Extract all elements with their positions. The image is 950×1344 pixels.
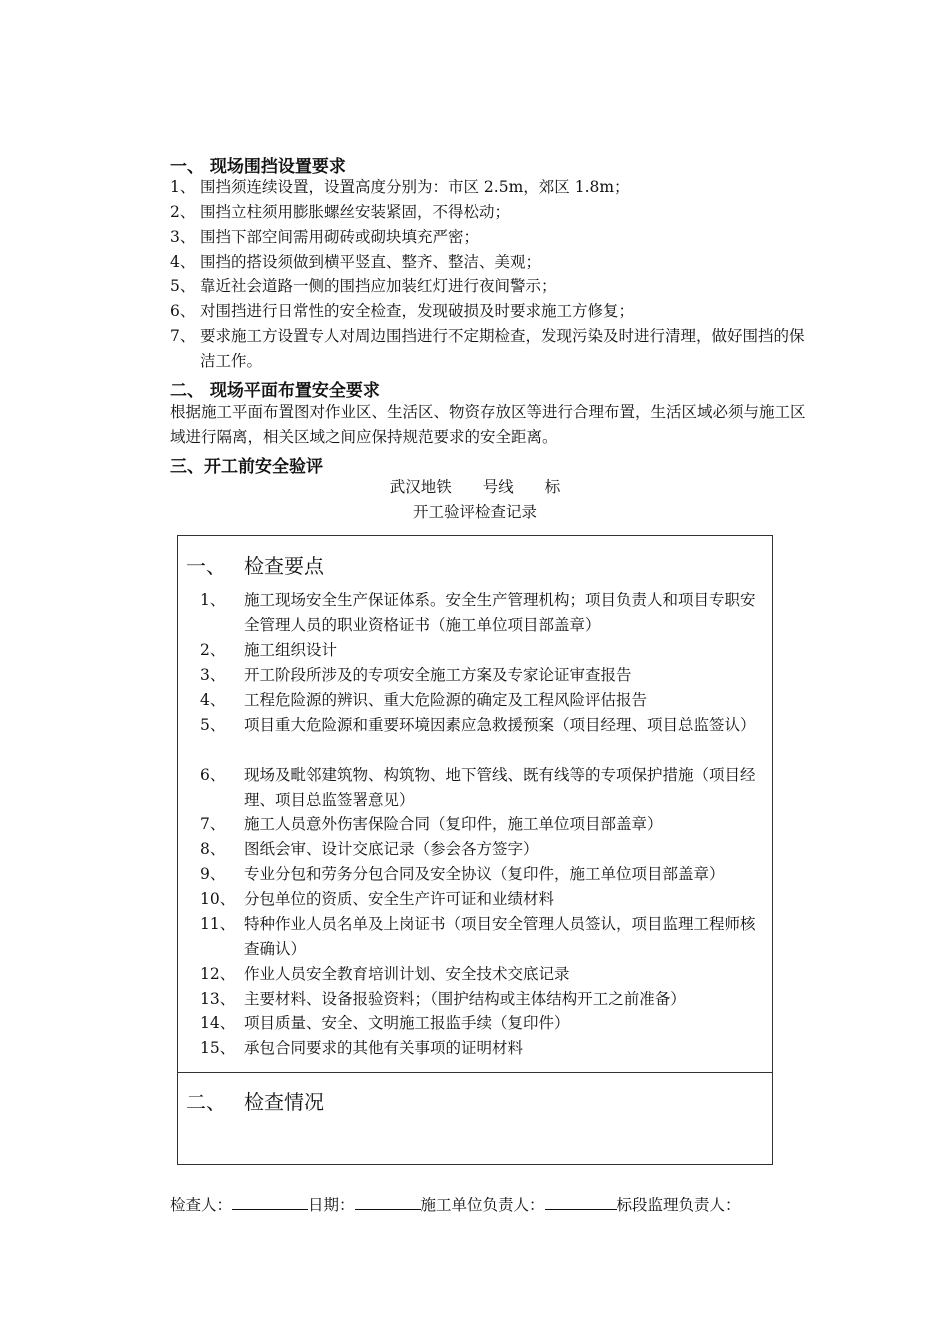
item-number: 8、 — [200, 840, 226, 858]
section-title: 检查要点 — [244, 554, 324, 578]
item-number: 3、 — [200, 666, 226, 684]
item-text: 要求施工方设置专人对周边围挡进行不定期检查，发现污染及时进行清理，做好围挡的保洁工作。 — [200, 327, 805, 370]
item-number: 1、 — [200, 591, 226, 609]
item-number: 4、 — [170, 253, 196, 271]
item-text: 施工人员意外伤害保险合同（复印件，施工单位项目部盖章） — [244, 815, 663, 833]
section-1-heading: 一、 现场围挡设置要求 — [170, 157, 346, 177]
item-text: 分包单位的资质、安全生产许可证和业绩材料 — [244, 890, 555, 908]
item-text: 围挡须连续设置，设置高度分别为：市区 2.5m，郊区 1.8m； — [200, 178, 630, 196]
item-number: 6、 — [170, 302, 196, 320]
item-number: 15、 — [200, 1039, 236, 1057]
section-2-heading: 二、 现场平面布置安全要求 — [170, 381, 380, 401]
contractor-label: 施工单位负责人： — [420, 1196, 545, 1214]
form-title-line-2: 开工验评检查记录 — [412, 503, 537, 521]
section-number: 二、 — [186, 1090, 226, 1114]
item-text: 围挡下部空间需用砌砖或砌块填充严密； — [200, 228, 480, 246]
item-text: 现场及毗邻建筑物、构筑物、地下管线、既有线等的专项保护措施（项目经理、项目总监签署意见） — [244, 766, 756, 809]
contractor-blank[interactable] — [545, 1193, 617, 1210]
item-text: 主要材料、设备报验资料；（围护结构或主体结构开工之前准备） — [244, 990, 686, 1008]
item-number: 2、 — [200, 641, 226, 659]
item-text: 工程危险源的辨识、重大危险源的确定及工程风险评估报告 — [244, 691, 648, 709]
item-text: 项目重大危险源和重要环境因素应急救援预案（项目经理、项目总监签认） — [244, 716, 756, 734]
item-text: 施工组织设计 — [244, 641, 338, 659]
item-number: 3、 — [170, 228, 196, 246]
item-number: 2、 — [170, 203, 196, 221]
item-text: 特种作业人员名单及上岗证书（项目安全管理人员签认，项目监理工程师核查确认） — [244, 915, 756, 958]
section-number: 一、 — [186, 554, 226, 578]
inspector-label: 检查人： — [170, 1196, 233, 1214]
item-number: 11、 — [200, 915, 236, 933]
item-text: 围挡的搭设须做到横平竖直、整齐、整洁、美观； — [200, 253, 542, 271]
item-text: 图纸会审、设计交底记录（参会各方签字） — [244, 840, 539, 858]
item-number: 12、 — [200, 965, 236, 983]
item-text: 专业分包和劳务分包合同及安全协议（复印件，施工单位项目部盖章） — [244, 865, 725, 883]
item-text: 靠近社会道路一侧的围挡应加装红灯进行夜间警示； — [200, 277, 557, 295]
item-number: 10、 — [200, 890, 236, 908]
item-text: 对围挡进行日常性的安全检查，发现破损及时要求施工方修复； — [200, 302, 635, 320]
check-record-table — [177, 535, 773, 1165]
item-number: 5、 — [170, 277, 196, 295]
item-text: 施工现场安全生产保证体系。安全生产管理机构；项目负责人和项目专职安全管理人员的职业资格证书（施工单位项目部盖章） — [244, 591, 756, 634]
date-label: 日期： — [308, 1196, 355, 1214]
item-text: 项目质量、安全、文明施工报监手续（复印件） — [244, 1014, 570, 1032]
item-text: 开工阶段所涉及的专项安全施工方案及专家论证审查报告 — [244, 666, 632, 684]
supervisor-label: 标段监理负责人： — [616, 1196, 741, 1214]
item-text: 承包合同要求的其他有关事项的证明材料 — [244, 1039, 524, 1057]
signature-line — [170, 1193, 741, 1218]
item-number: 9、 — [200, 865, 226, 883]
section-3-heading: 三、开工前安全验评 — [170, 457, 323, 477]
table-divider — [178, 1072, 772, 1073]
date-blank[interactable] — [355, 1193, 421, 1210]
section-title: 检查情况 — [244, 1090, 324, 1114]
item-text: 围挡立柱须用膨胀螺丝安装紧固，不得松动； — [200, 203, 511, 221]
inspector-blank[interactable] — [232, 1193, 308, 1210]
item-number: 7、 — [200, 815, 226, 833]
section-2-paragraph: 根据施工平面布置图对作业区、生活区、物资存放区等进行合理布置，生活区域必须与施工区域进行隔离，相关区域之间应保持规范要求的安全距离。 — [170, 403, 806, 446]
item-number: 7、 — [170, 327, 196, 345]
form-title-line-1: 武汉地铁 号线 标 — [389, 478, 561, 496]
item-number: 13、 — [200, 990, 236, 1008]
item-text: 作业人员安全教育培训计划、安全技术交底记录 — [244, 965, 570, 983]
item-number: 6、 — [200, 766, 226, 784]
item-number: 5、 — [200, 716, 226, 734]
item-number: 1、 — [170, 178, 196, 196]
item-number: 14、 — [200, 1014, 236, 1032]
item-number: 4、 — [200, 691, 226, 709]
